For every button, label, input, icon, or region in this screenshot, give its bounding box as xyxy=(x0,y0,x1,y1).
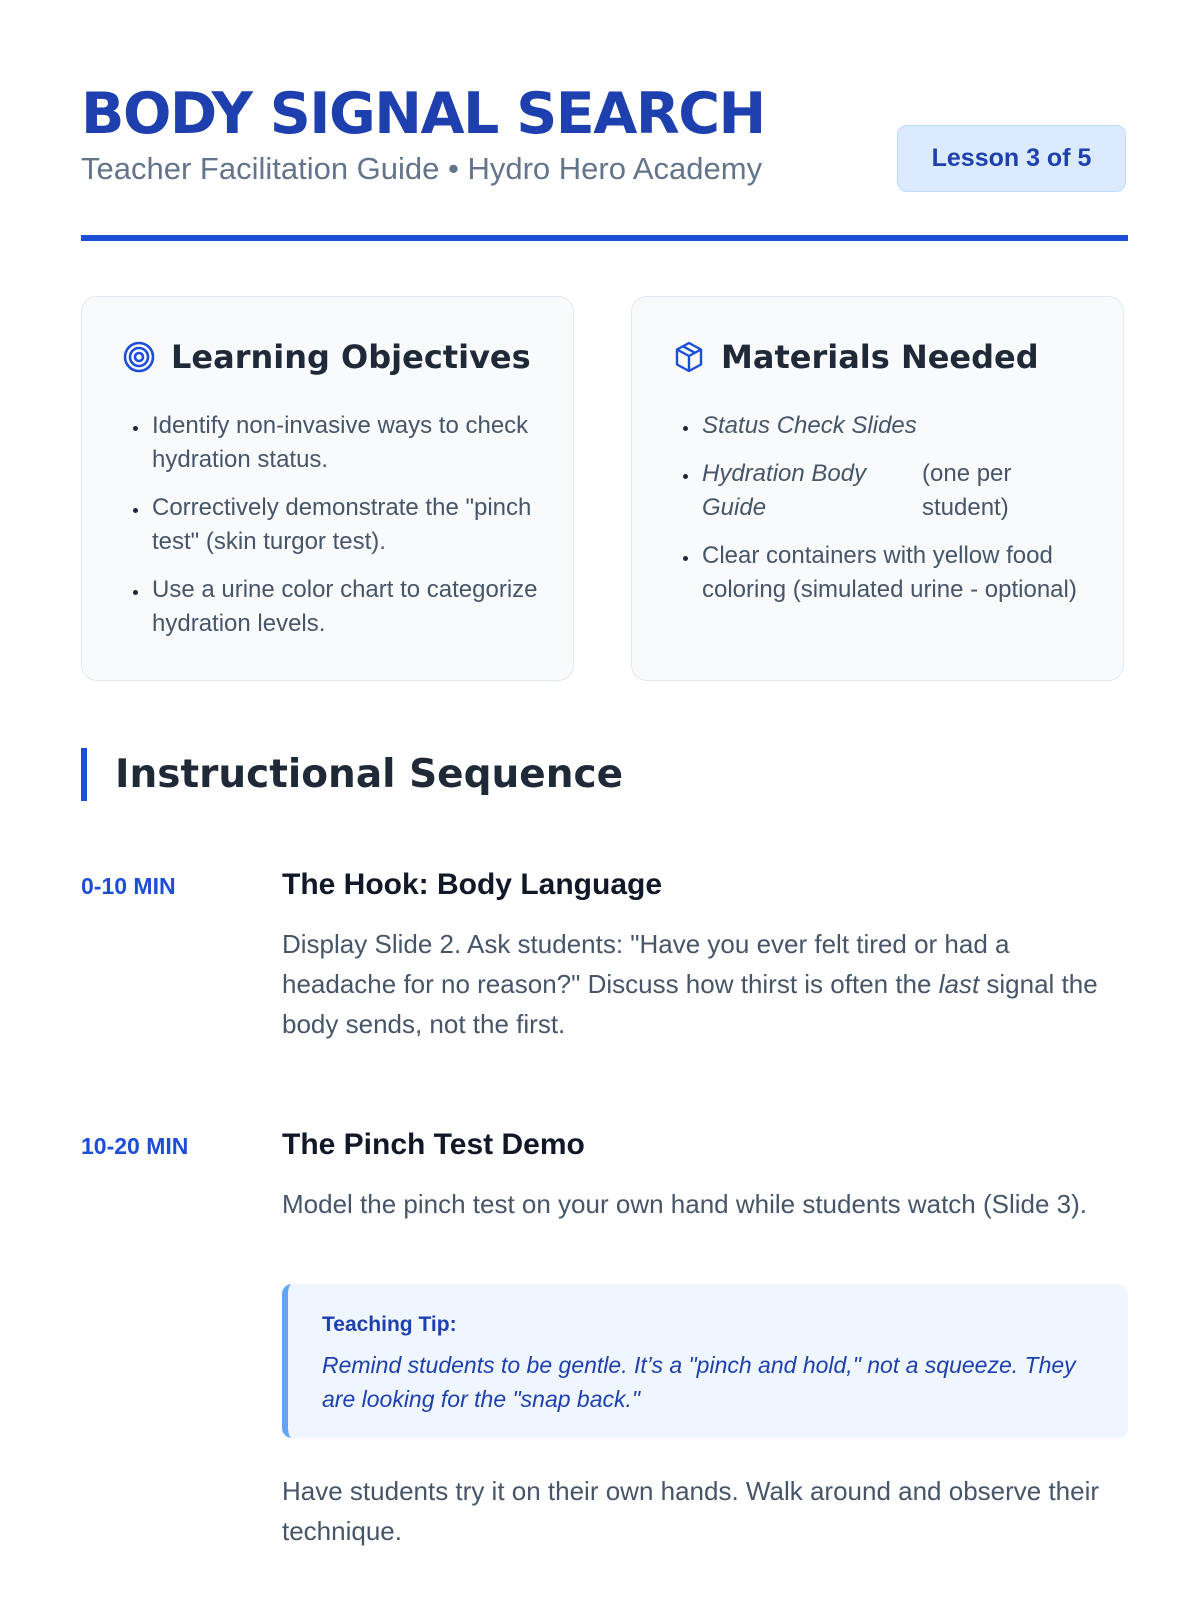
material-item-note: (one per student) xyxy=(922,460,1012,521)
objective-item: • Correctively demonstrate the "pinch test" (skin turgor test). xyxy=(150,491,550,559)
header-divider xyxy=(81,235,1128,241)
step-followup: Have students try it on their own hands. Walk around and observe their technique. xyxy=(282,1476,1100,1546)
page-title: BODY SIGNAL SEARCH xyxy=(81,81,765,147)
materials-needed-title: Materials Needed xyxy=(721,338,1039,376)
teaching-tip-callout xyxy=(282,1284,1128,1438)
box-icon xyxy=(672,340,706,374)
materials-needed-header xyxy=(672,337,1039,377)
lesson-badge: Lesson 3 of 5 xyxy=(897,125,1126,192)
material-item: • Clear containers with yellow food coloring (simulated urine - optional) xyxy=(700,539,1100,607)
step-time: 10-20 MIN xyxy=(81,1133,189,1159)
step-description: Model the pinch test on your own hand while students watch (Slide 3). xyxy=(282,1189,1088,1219)
page-subtitle: Teacher Facilitation Guide • Hydro Hero Academy xyxy=(81,151,763,186)
section-accent-bar xyxy=(81,748,87,801)
teaching-tip-text: Remind students to be gentle. It’s a "pinch and hold," not a squeeze. They are looking for the "snap back." xyxy=(322,1352,1076,1412)
objective-item: • Use a urine color chart to categorize hydration levels. xyxy=(150,573,550,641)
objective-item: • Identify non-invasive ways to check hydration status. xyxy=(150,409,550,477)
learning-objectives-title: Learning Objectives xyxy=(171,338,531,376)
section-title: Instructional Sequence xyxy=(115,752,624,797)
materials-list xyxy=(676,409,1100,621)
material-item xyxy=(700,457,1100,525)
learning-objectives-card xyxy=(81,296,574,681)
material-item-name: • Hydration Body Guide xyxy=(702,460,867,521)
step-text-emphasis: last xyxy=(938,969,980,999)
materials-needed-card xyxy=(631,296,1124,681)
step-title: The Hook: Body Language xyxy=(282,868,663,901)
step-description xyxy=(282,924,1122,1044)
objectives-list xyxy=(126,409,550,655)
teaching-tip-label: Teaching Tip: xyxy=(322,1313,457,1336)
learning-objectives-header xyxy=(122,337,531,377)
step-text: Display Slide 2. Ask students: "Have you ever felt tired or had a headache for no reason?" Discuss how thirst is often the xyxy=(282,929,1010,999)
step-text: signal the body sends, not the first. xyxy=(282,969,1098,1039)
target-icon xyxy=(122,340,156,374)
step-time: 0-10 MIN xyxy=(81,873,176,899)
material-item: • Status Check Slides xyxy=(700,409,1100,443)
step-title: The Pinch Test Demo xyxy=(282,1128,585,1161)
